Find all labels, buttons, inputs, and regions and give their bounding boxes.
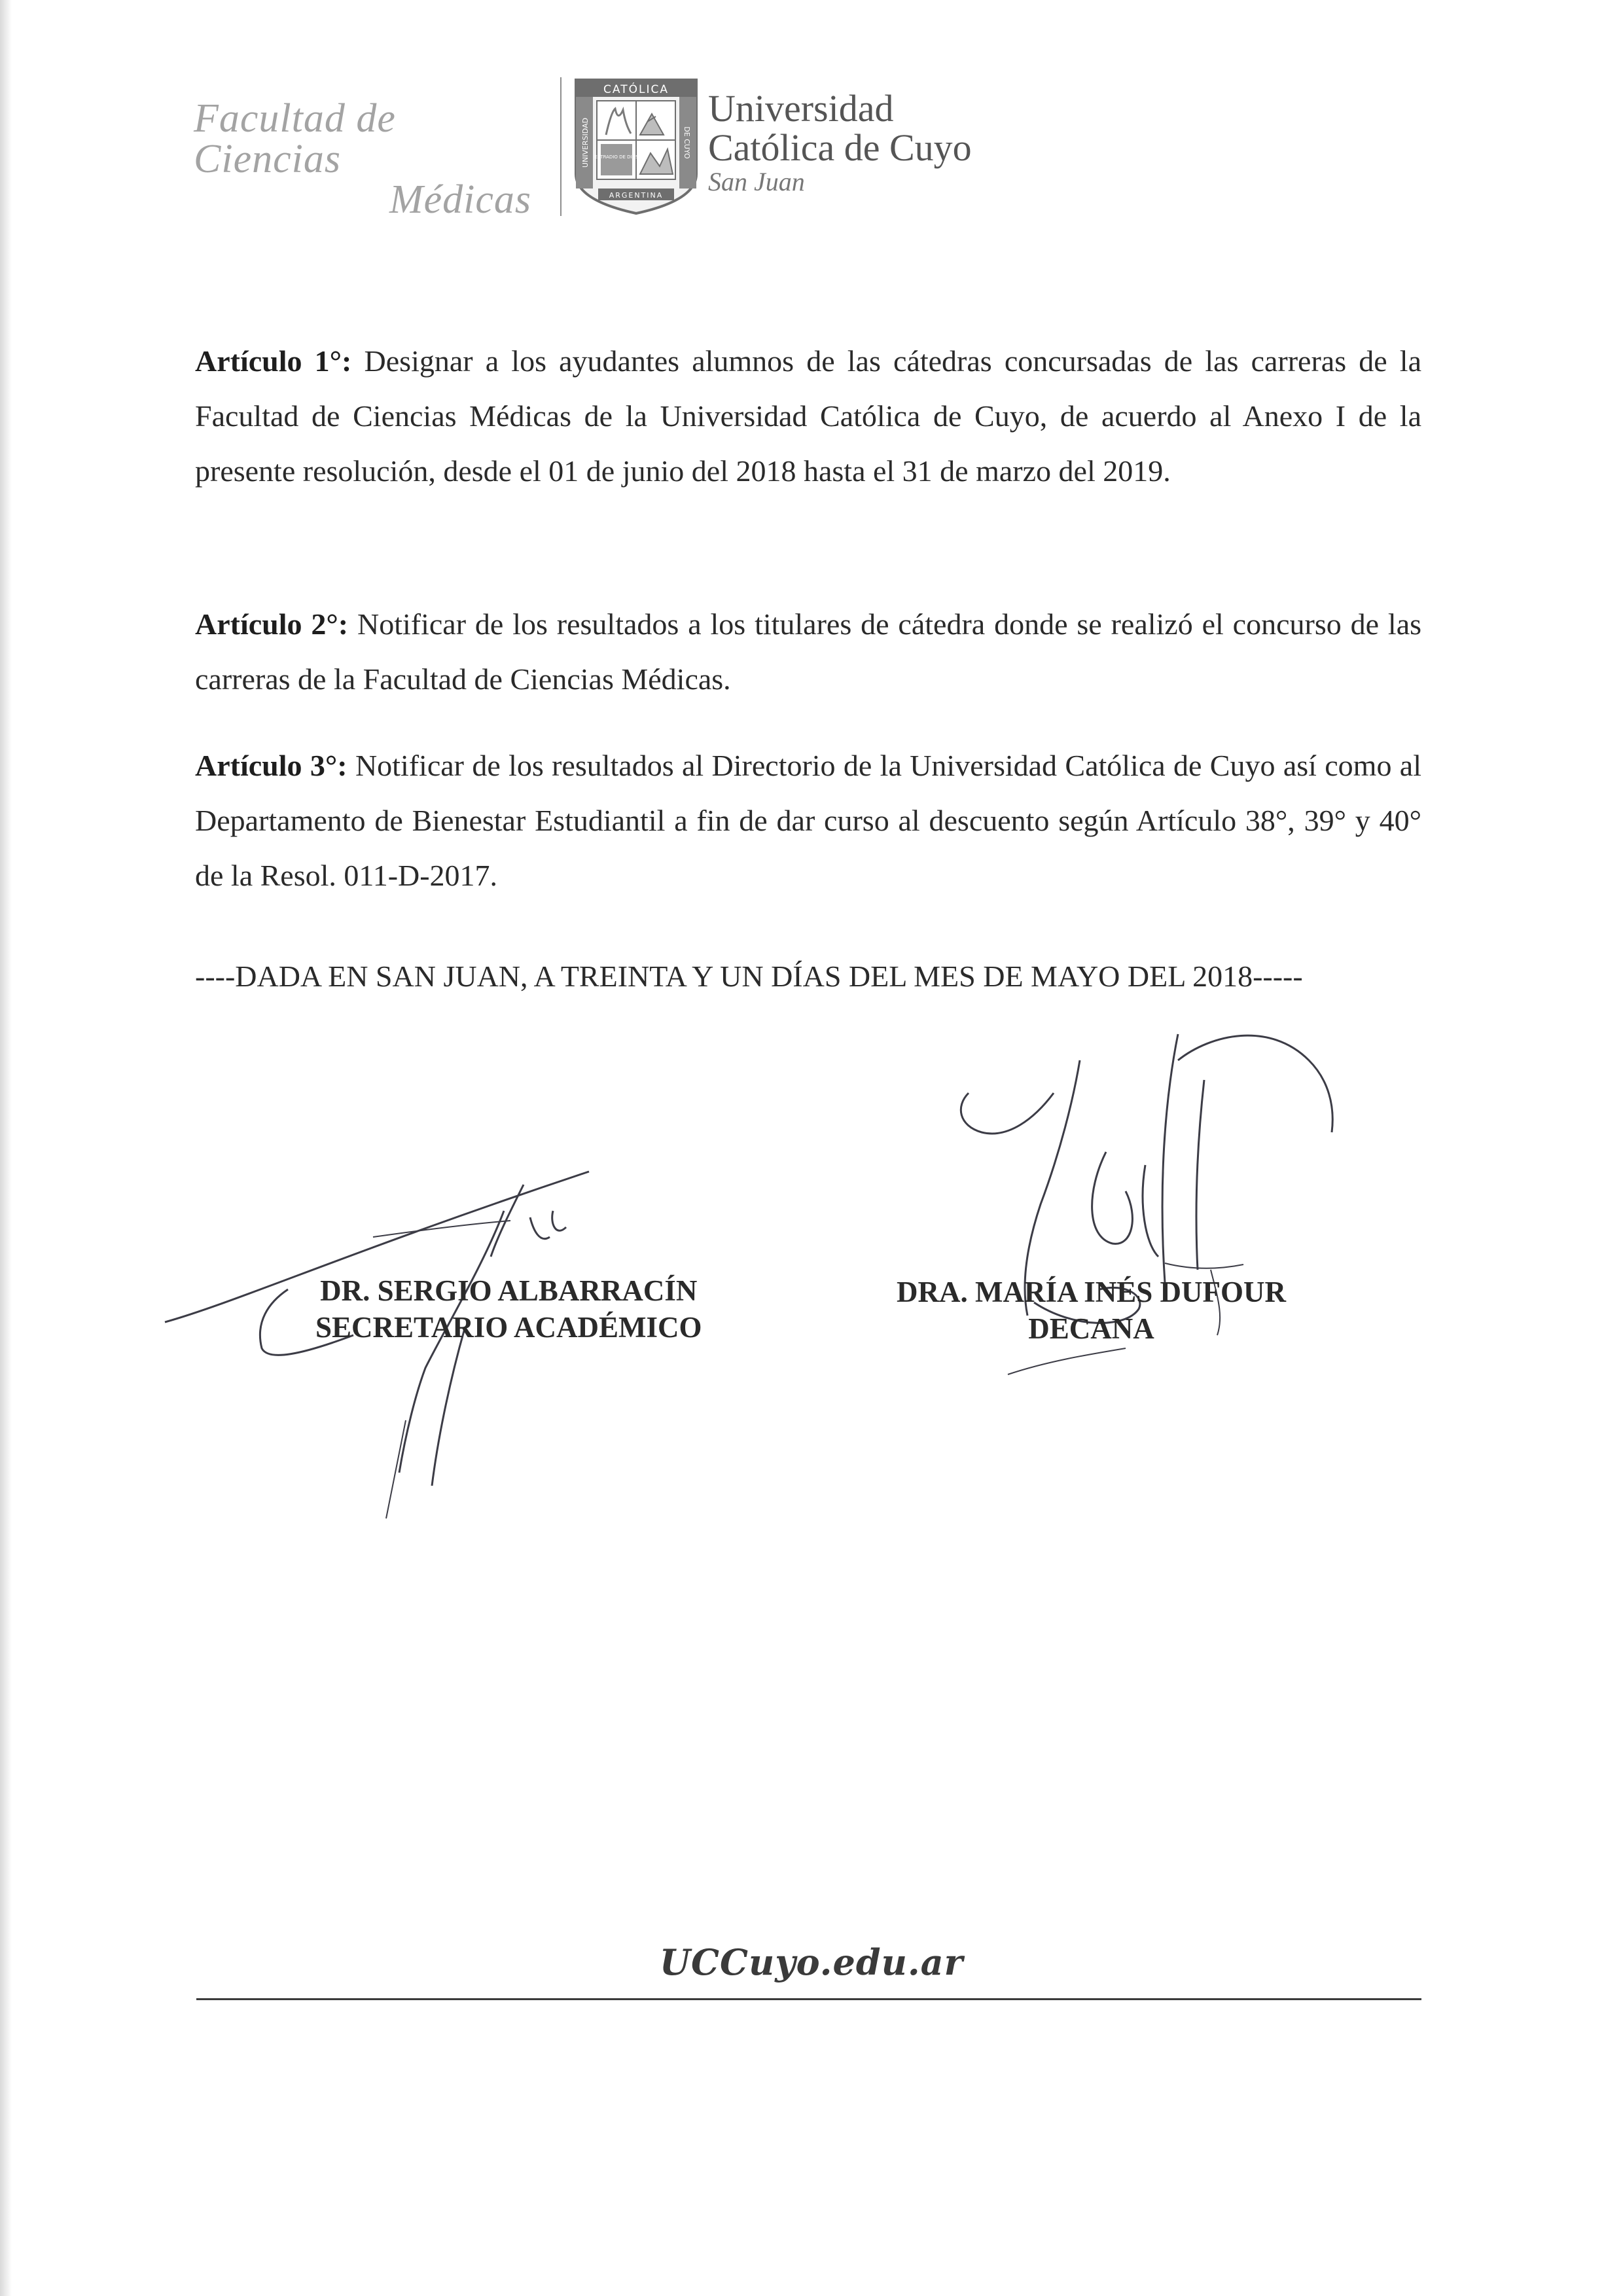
article-2 — [195, 597, 1421, 707]
university-crest-logo — [572, 76, 700, 216]
closing-statement: ----DADA EN SAN JUAN, A TREINTA Y UN DÍAS DEL MES DE MAYO DEL 2018----- — [195, 960, 1303, 993]
faculty-name-line2: Médicas — [389, 177, 531, 222]
signatory-role: SECRETARIO ACADÉMICO — [315, 1311, 702, 1344]
article-1 — [195, 334, 1421, 499]
article-2-text: Notificar de los resultados a los titulares de cátedra donde se realizó el concurso de las carreras de la Facultad de Ciencias Médicas. — [195, 607, 1422, 696]
signature-right-handwritten — [929, 1021, 1400, 1414]
crest-left-text: UNIVERSIDAD — [581, 117, 590, 168]
university-name-line1: Universidad — [708, 87, 894, 130]
footer-divider — [196, 1998, 1421, 2000]
crest-ribbon-text: ESTRADIO DE DIOS — [594, 154, 639, 160]
footer-website: UCCuyo.edu.ar — [659, 1941, 964, 1983]
signatory-name: DR. SERGIO ALBARRACÍN — [320, 1274, 698, 1307]
signatory-role: DECANA — [1028, 1312, 1154, 1345]
crest-right-text: DE CUYO — [683, 126, 691, 159]
signature-block-secretary — [315, 1272, 702, 1346]
faculty-name — [194, 98, 534, 220]
article-3 — [195, 738, 1421, 903]
article-1-heading: Artículo 1°: — [195, 344, 352, 378]
university-city: San Juan — [708, 167, 805, 196]
crest-bottom-text: ARGENTINA — [609, 191, 664, 200]
article-2-heading: Artículo 2°: — [195, 607, 349, 641]
article-1-text: Designar a los ayudantes alumnos de las cátedras concursadas de las carreras de la Facultad de Ciencias Médicas de la Universidad Católica de Cuyo, de acuerdo al Anexo I de la presente resolución, desde el 01 de junio del 2018 hasta el 31 de marzo del 2019. — [195, 344, 1422, 488]
header-divider — [560, 77, 562, 216]
article-3-heading: Artículo 3°: — [195, 749, 348, 782]
signature-block-dean — [897, 1274, 1286, 1347]
article-3-text: Notificar de los resultados al Directorio de la Universidad Católica de Cuyo así como al Departamento de Bienestar Estudiantil a fin de dar curso al descuento según Artículo 38°, 39° y 40° de la Resol. 011-D-2017. — [195, 749, 1422, 892]
university-name — [708, 89, 972, 196]
university-name-line2: Católica de Cuyo — [708, 126, 972, 169]
crest-top-text: CATÓLICA — [603, 83, 669, 96]
faculty-name-line1: Facultad de Ciencias — [194, 96, 396, 181]
signatory-name: DRA. MARÍA INÉS DUFOUR — [897, 1276, 1287, 1308]
